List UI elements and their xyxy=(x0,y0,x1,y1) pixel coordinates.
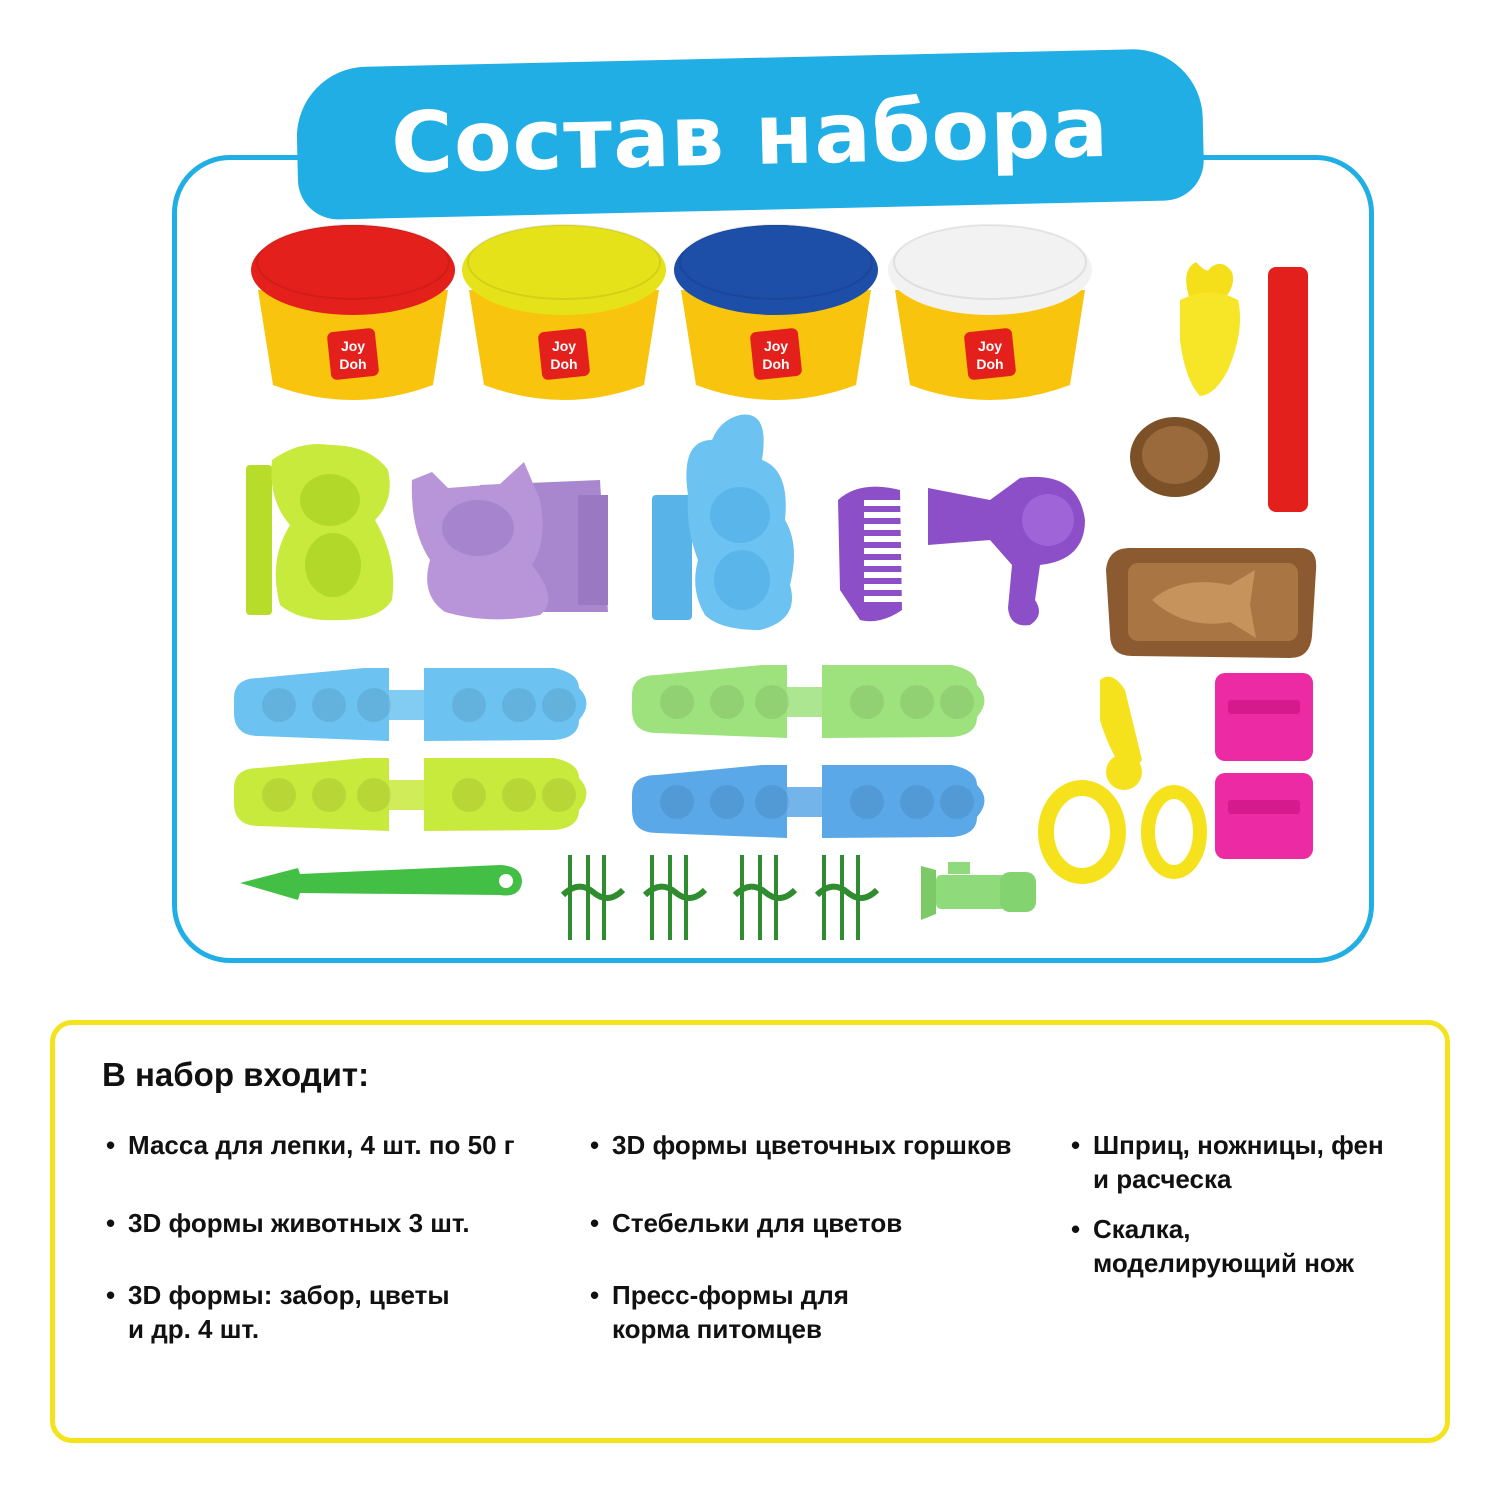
svg-text:Joy: Joy xyxy=(340,338,366,354)
info-list-item xyxy=(1071,1212,1354,1280)
bunny-mold xyxy=(652,415,794,630)
brand-logo xyxy=(964,328,1017,381)
fish-tray xyxy=(1106,548,1316,658)
info-list-item-label: Масса для лепки, 4 шт. по 50 г xyxy=(128,1130,515,1160)
brand-logo xyxy=(327,328,380,381)
svg-text:Doh: Doh xyxy=(339,356,367,372)
bullet-dot-icon: • xyxy=(106,1130,116,1160)
white-lid-tub xyxy=(888,225,1092,400)
info-list-item-label: Шприц, ножницы, фен и расческа xyxy=(1093,1130,1384,1194)
flower-press-green xyxy=(632,665,985,738)
svg-text:Doh: Doh xyxy=(762,356,790,372)
modeling-knife xyxy=(240,865,522,900)
comb-icon xyxy=(838,487,902,622)
info-list-item xyxy=(106,1278,450,1346)
info-list-item xyxy=(1071,1128,1384,1196)
info-list-item-label: Пресс-формы для корма питомцев xyxy=(612,1280,849,1344)
yellow-lid-tub xyxy=(462,225,666,400)
bottle-press xyxy=(234,758,587,831)
rolling-pin xyxy=(1268,267,1308,512)
info-heading: В набор входит: xyxy=(102,1056,370,1093)
fence-press xyxy=(234,668,587,741)
cat-mold xyxy=(412,462,608,619)
hair-dryer-icon xyxy=(928,477,1085,625)
blue-lid-tub xyxy=(674,225,878,400)
bullet-dot-icon: • xyxy=(106,1208,116,1238)
bullet-dot-icon: • xyxy=(1071,1214,1081,1244)
carrot-mold-icon xyxy=(1180,262,1240,396)
svg-text:Joy: Joy xyxy=(977,338,1003,354)
svg-text:Joy: Joy xyxy=(551,338,577,354)
info-list-item-label: 3D формы животных 3 шт. xyxy=(128,1208,470,1238)
info-list-item xyxy=(590,1278,849,1346)
pet-bowl xyxy=(1130,417,1220,497)
bullet-dot-icon: • xyxy=(590,1208,600,1238)
scissors-icon xyxy=(1046,677,1200,876)
brand-logo xyxy=(538,328,591,381)
bullet-dot-icon: • xyxy=(590,1130,600,1160)
stems xyxy=(563,855,877,940)
pink-press-2 xyxy=(1215,773,1313,859)
info-list-item-label: Скалка, моделирующий нож xyxy=(1093,1214,1354,1278)
info-list-item-label: Стебельки для цветов xyxy=(612,1208,903,1238)
bullet-dot-icon: • xyxy=(1071,1130,1081,1160)
syringe-icon xyxy=(921,862,1036,920)
svg-text:Joy: Joy xyxy=(763,338,789,354)
red-lid-tub xyxy=(251,225,455,400)
dog-mold xyxy=(246,444,393,620)
info-list-item xyxy=(590,1128,1012,1162)
info-list-item xyxy=(106,1206,470,1240)
page-title: Состав набора xyxy=(390,77,1110,193)
svg-text:Doh: Doh xyxy=(976,356,1004,372)
info-list-item xyxy=(106,1128,515,1162)
pink-press-1 xyxy=(1215,673,1313,761)
svg-text:Doh: Doh xyxy=(550,356,578,372)
info-list-item-label: 3D формы: забор, цветы и др. 4 шт. xyxy=(128,1280,450,1344)
flower-press-blue xyxy=(632,765,985,838)
brand-logo xyxy=(750,328,803,381)
info-list-item xyxy=(590,1206,903,1240)
info-list-item-label: 3D формы цветочных горшков xyxy=(612,1130,1012,1160)
bullet-dot-icon: • xyxy=(106,1280,116,1310)
bullet-dot-icon: • xyxy=(590,1280,600,1310)
